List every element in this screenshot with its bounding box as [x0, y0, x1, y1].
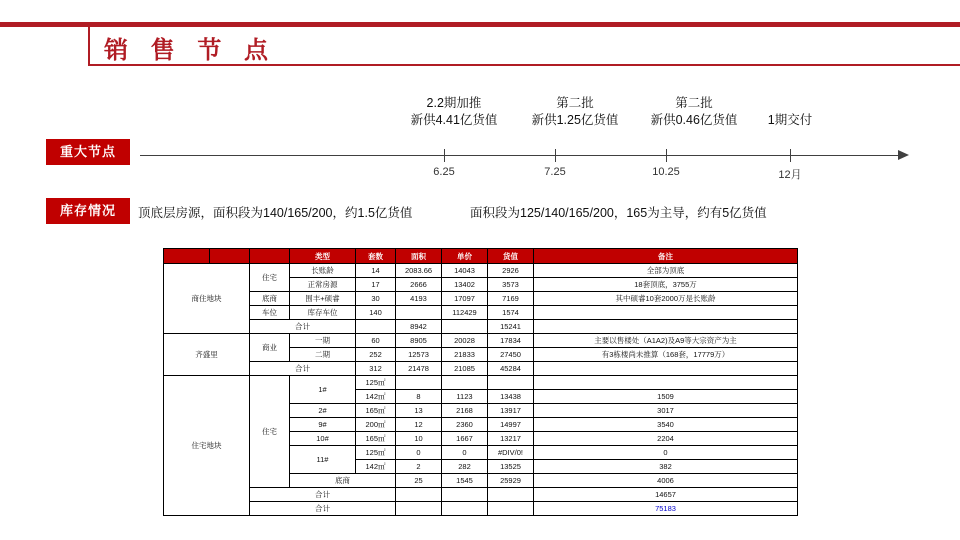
- table-cell: [488, 376, 534, 390]
- table-cell: 17834: [488, 334, 534, 348]
- table-cell: 3540: [534, 418, 798, 432]
- table-cell: 2666: [396, 278, 442, 292]
- inventory-table: [163, 248, 798, 516]
- table-cell: 0: [442, 446, 488, 460]
- table-cell: [442, 502, 488, 516]
- table-cell: 2926: [488, 264, 534, 278]
- table-cell: 200㎡: [356, 418, 396, 432]
- table-cell: 2#: [290, 404, 356, 418]
- table-cell: 住宅地块: [164, 376, 250, 516]
- table-cell: 1667: [442, 432, 488, 446]
- table-cell: 30: [356, 292, 396, 306]
- table-cell: 312: [356, 362, 396, 376]
- table-cell: #DIV/0!: [488, 446, 534, 460]
- milestone-line-2: 新供4.41亿货值: [410, 113, 498, 127]
- table-header-cell: 货值: [488, 249, 534, 264]
- timeline-axis: [140, 155, 900, 156]
- table-row: [164, 502, 798, 516]
- table-header-cell: [210, 249, 250, 264]
- table-cell: 125㎡: [356, 446, 396, 460]
- header-left-block: [0, 27, 90, 66]
- table-cell: 142㎡: [356, 460, 396, 474]
- table-cell: 7169: [488, 292, 534, 306]
- table-cell: 14043: [442, 264, 488, 278]
- table-cell: [396, 502, 442, 516]
- table-cell: 住宅: [250, 264, 290, 292]
- timeline-tick-label: 10.25: [652, 166, 680, 178]
- table-cell: 12: [396, 418, 442, 432]
- table-cell: 4193: [396, 292, 442, 306]
- table-cell: 齐盛里: [164, 334, 250, 376]
- table-cell: 2: [396, 460, 442, 474]
- table-cell: 二期: [290, 348, 356, 362]
- table-cell: 长账龄: [290, 264, 356, 278]
- table-cell: 其中硕睿10套2000万是长账龄: [534, 292, 798, 306]
- table-cell: 1545: [442, 474, 488, 488]
- table-cell: 165㎡: [356, 404, 396, 418]
- table-cell: 13: [396, 404, 442, 418]
- table-cell: [534, 376, 798, 390]
- table-cell: [488, 488, 534, 502]
- table-cell: 2083.66: [396, 264, 442, 278]
- table-cell: 有3栋楼尚未推算（168套，17779万）: [534, 348, 798, 362]
- table-row: [164, 292, 798, 306]
- table-header-cell: 单价: [442, 249, 488, 264]
- table-cell: 库存车位: [290, 306, 356, 320]
- table-cell: 18套顶底，3755万: [534, 278, 798, 292]
- table-cell: 商住地块: [164, 264, 250, 334]
- table-cell: [442, 376, 488, 390]
- table-cell: 3573: [488, 278, 534, 292]
- table-cell: [356, 320, 396, 334]
- milestone-line-1: 2.2期加推: [426, 96, 482, 110]
- table-body: [164, 264, 798, 516]
- table-cell: 合计: [250, 488, 396, 502]
- table-cell: 4006: [534, 474, 798, 488]
- milestone-line-1: 第二批: [675, 96, 713, 110]
- table-cell: 27450: [488, 348, 534, 362]
- table-cell: 底商: [290, 474, 396, 488]
- table-cell: 21833: [442, 348, 488, 362]
- table-cell: [534, 362, 798, 376]
- table-cell: [534, 320, 798, 334]
- timeline-tick: [444, 149, 445, 162]
- table-cell: 2168: [442, 404, 488, 418]
- table-cell: 25929: [488, 474, 534, 488]
- table-row: [164, 362, 798, 376]
- table-cell: 45284: [488, 362, 534, 376]
- timeline-tick-label: 7.25: [544, 166, 566, 178]
- table-cell: 25: [396, 474, 442, 488]
- table-cell: 底商: [250, 292, 290, 306]
- timeline-tick: [790, 149, 791, 162]
- timeline-tick-label: 12月: [778, 169, 802, 181]
- table-cell: [396, 488, 442, 502]
- table-cell: 17097: [442, 292, 488, 306]
- table-cell: 13917: [488, 404, 534, 418]
- inventory-text-left: 顶底层房源，面积段为140/165/200，约1.5亿货值: [138, 206, 413, 220]
- table-row: [164, 334, 798, 348]
- table-row: [164, 264, 798, 278]
- timeline-arrow-icon: [898, 150, 909, 160]
- milestone-line-2: 1期交付: [767, 113, 813, 127]
- table-cell: 14657: [534, 488, 798, 502]
- table-row: [164, 376, 798, 390]
- table-cell: [442, 320, 488, 334]
- table-cell: [488, 502, 534, 516]
- label-inventory: 库存情况: [46, 198, 130, 224]
- table-row: [164, 320, 798, 334]
- table-cell: 10#: [290, 432, 356, 446]
- table-cell: 17: [356, 278, 396, 292]
- table-cell: [396, 306, 442, 320]
- table-cell: 1574: [488, 306, 534, 320]
- page-title: 销 售 节 点: [104, 37, 277, 64]
- table-cell: 140: [356, 306, 396, 320]
- table-header-cell: 类型: [290, 249, 356, 264]
- timeline-milestone: [651, 95, 738, 129]
- table-cell: 1#: [290, 376, 356, 404]
- table-cell: 252: [356, 348, 396, 362]
- table-cell: 282: [442, 460, 488, 474]
- table-cell: 围丰+硕睿: [290, 292, 356, 306]
- table-head: [164, 249, 798, 264]
- table-cell: 一期: [290, 334, 356, 348]
- label-milestone: 重大节点: [46, 139, 130, 165]
- table-cell: 165㎡: [356, 432, 396, 446]
- milestone-line-2: 新供0.46亿货值: [650, 113, 738, 127]
- table-header-cell: 套数: [356, 249, 396, 264]
- table-cell: [534, 306, 798, 320]
- table-cell: 15241: [488, 320, 534, 334]
- table-row: [164, 306, 798, 320]
- table-header-cell: [164, 249, 210, 264]
- table-cell: 13438: [488, 390, 534, 404]
- table-cell: 主要以售楼处（A1A2)及A9等大宗资产为主: [534, 334, 798, 348]
- table-cell: 125㎡: [356, 376, 396, 390]
- table-cell: 20028: [442, 334, 488, 348]
- table-cell: 8: [396, 390, 442, 404]
- table-cell: 75183: [534, 502, 798, 516]
- table-cell: 12573: [396, 348, 442, 362]
- table-cell: 14997: [488, 418, 534, 432]
- table-cell: [442, 488, 488, 502]
- header-top-rule: [0, 22, 960, 27]
- table-cell: 1509: [534, 390, 798, 404]
- table-cell: 0: [396, 446, 442, 460]
- table-cell: 10: [396, 432, 442, 446]
- table-header-row: [164, 249, 798, 264]
- table-cell: 14: [356, 264, 396, 278]
- table-cell: 60: [356, 334, 396, 348]
- table-cell: 商业: [250, 334, 290, 362]
- table-cell: 正常房源: [290, 278, 356, 292]
- table-cell: 2360: [442, 418, 488, 432]
- table-cell: 全部为顶底: [534, 264, 798, 278]
- table-header-cell: 备注: [534, 249, 798, 264]
- table-cell: 合计: [250, 320, 356, 334]
- table-cell: 13217: [488, 432, 534, 446]
- milestone-line-2: 新供1.25亿货值: [531, 113, 619, 127]
- table-cell: 合计: [250, 502, 396, 516]
- timeline-tick: [666, 149, 667, 162]
- timeline-milestone: [532, 95, 619, 129]
- table-cell: 21478: [396, 362, 442, 376]
- table-cell: [396, 376, 442, 390]
- table-cell: 21085: [442, 362, 488, 376]
- table-cell: 8905: [396, 334, 442, 348]
- timeline-tick-label: 6.25: [433, 166, 455, 178]
- table-cell: 合计: [250, 362, 356, 376]
- timeline-tick: [555, 149, 556, 162]
- table-cell: 1123: [442, 390, 488, 404]
- table-cell: 112429: [442, 306, 488, 320]
- table-cell: 382: [534, 460, 798, 474]
- table-cell: 142㎡: [356, 390, 396, 404]
- table-cell: 11#: [290, 446, 356, 474]
- table-cell: 2204: [534, 432, 798, 446]
- table-header-cell: [250, 249, 290, 264]
- timeline-milestone: [411, 95, 498, 129]
- table-cell: 车位: [250, 306, 290, 320]
- table-row: [164, 488, 798, 502]
- table-cell: 3017: [534, 404, 798, 418]
- table-cell: 9#: [290, 418, 356, 432]
- table-cell: 13525: [488, 460, 534, 474]
- table-cell: 住宅: [250, 376, 290, 488]
- milestone-line-1: 第二批: [556, 96, 594, 110]
- table-cell: 8942: [396, 320, 442, 334]
- table-header-cell: 面积: [396, 249, 442, 264]
- inventory-table-wrap: [163, 248, 797, 516]
- table-cell: 13402: [442, 278, 488, 292]
- inventory-text-right: 面积段为125/140/165/200，165为主导，约有5亿货值: [470, 206, 767, 220]
- timeline-milestone: [768, 112, 812, 129]
- table-cell: 0: [534, 446, 798, 460]
